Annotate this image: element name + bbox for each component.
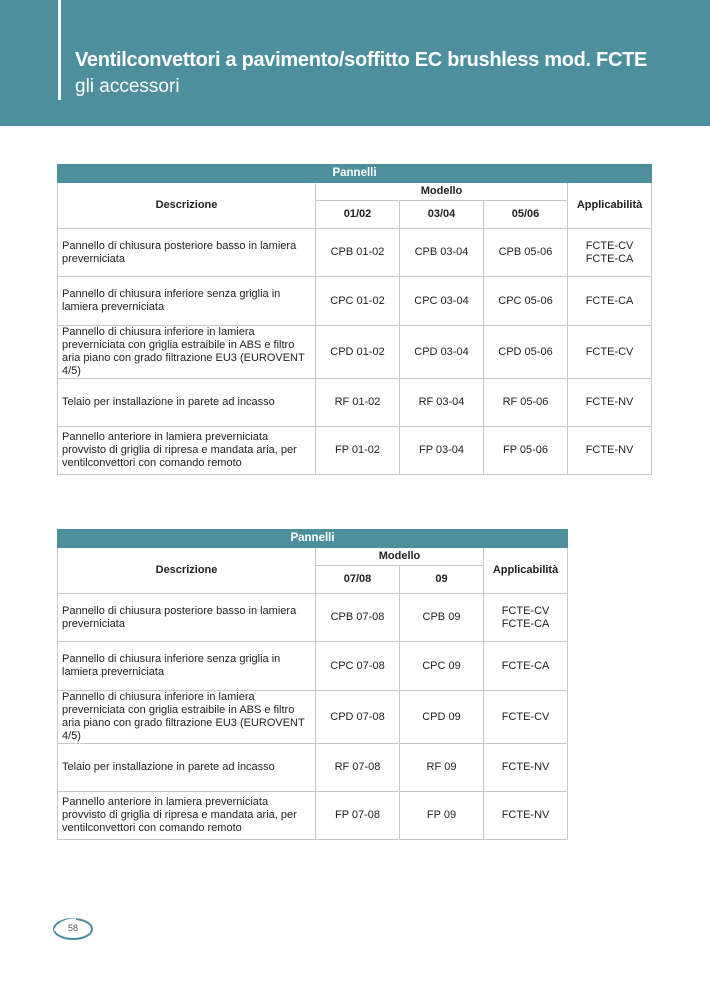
table-row (58, 594, 568, 642)
model-code: FP 09 (400, 792, 484, 840)
table-row (58, 277, 652, 326)
model-code: CPC 01-02 (316, 277, 400, 326)
model-code: FP 03-04 (400, 427, 484, 475)
table-row (58, 792, 568, 840)
accessories-table-1 (57, 164, 652, 475)
page-number-text: 58 (67, 923, 78, 933)
row-description: Pannello di chiusura posteriore basso in lamiera preverniciata (58, 229, 316, 277)
model-code: CPB 01-02 (316, 229, 400, 277)
applicability-value: FCTE-NV (568, 379, 652, 427)
page-header (0, 0, 710, 126)
model-code: CPC 03-04 (400, 277, 484, 326)
model-code: RF 07-08 (316, 744, 400, 792)
model-code: CPB 09 (400, 594, 484, 642)
model-code: RF 01-02 (316, 379, 400, 427)
row-description: Pannello di chiusura posteriore basso in lamiera preverniciata (58, 594, 316, 642)
accessories-table-2 (57, 529, 568, 840)
model-header: Modello (316, 548, 484, 566)
applicability-value: FCTE-CA (484, 642, 568, 691)
applicability-value: FCTE-NV (484, 744, 568, 792)
row-description: Pannello di chiusura inferiore in lamiera preverniciata con griglia estraibile in ABS e filtro aria piano con grado filtrazione EU3 (EUROVENT 4/5) (58, 326, 316, 379)
row-description: Telaio per installazione in parete ad incasso (58, 744, 316, 792)
row-description: Pannello anteriore in lamiera preverniciata provvisto di griglia di ripresa e mandata aria, per ventilconvettori con comando remoto (58, 427, 316, 475)
model-code: CPC 05-06 (484, 277, 568, 326)
table-row (58, 642, 568, 691)
applicability-value: FCTE-CA (568, 277, 652, 326)
row-description: Pannello di chiusura inferiore senza griglia in lamiera preverniciata (58, 642, 316, 691)
model-code: FP 01-02 (316, 427, 400, 475)
row-description: Pannello anteriore in lamiera preverniciata provvisto di griglia di ripresa e mandata aria, per ventilconvettori con comando remoto (58, 792, 316, 840)
applicability-value: FCTE-CV (501, 604, 550, 617)
table-row (58, 379, 652, 427)
applicability-header: Applicabilità (484, 548, 568, 594)
model-code: CPB 03-04 (400, 229, 484, 277)
applicability-value: FCTE-NV (568, 427, 652, 475)
table-row (58, 229, 652, 277)
table-row (58, 691, 568, 744)
page-subtitle: gli accessori (75, 76, 180, 97)
model-code: CPD 01-02 (316, 326, 400, 379)
model-code: RF 09 (400, 744, 484, 792)
model-code: CPB 07-08 (316, 594, 400, 642)
model-code: CPD 07-08 (316, 691, 400, 744)
description-header: Descrizione (58, 183, 316, 229)
model-code: RF 03-04 (400, 379, 484, 427)
model-code: RF 05-06 (484, 379, 568, 427)
applicability-value: FCTE-NV (484, 792, 568, 840)
model-code: CPD 09 (400, 691, 484, 744)
model-header: Modello (316, 183, 568, 201)
applicability-cell (484, 594, 568, 642)
applicability-value: FCTE-CV (568, 326, 652, 379)
model-col-header: 01/02 (316, 201, 400, 229)
table-row (58, 744, 568, 792)
model-col-header: 05/06 (484, 201, 568, 229)
model-col-header: 07/08 (316, 566, 400, 594)
model-code: FP 05-06 (484, 427, 568, 475)
applicability-value: FCTE-CV (484, 691, 568, 744)
model-code: CPD 05-06 (484, 326, 568, 379)
row-description: Pannello di chiusura inferiore senza griglia in lamiera preverniciata (58, 277, 316, 326)
model-col-header: 03/04 (400, 201, 484, 229)
applicability-value: FCTE-CA (501, 617, 550, 630)
model-code: CPD 03-04 (400, 326, 484, 379)
model-code: CPC 07-08 (316, 642, 400, 691)
table-row (58, 427, 652, 475)
applicability-value: FCTE-CV (585, 239, 634, 252)
row-description: Pannello di chiusura inferiore in lamiera preverniciata con griglia estraibile in ABS e filtro aria piano con grado filtrazione EU3 (EUROVENT 4/5) (58, 691, 316, 744)
row-description: Telaio per installazione in parete ad incasso (58, 379, 316, 427)
model-code: CPB 05-06 (484, 229, 568, 277)
table-row (58, 326, 652, 379)
header-rule (58, 0, 61, 100)
model-code: CPC 09 (400, 642, 484, 691)
description-header: Descrizione (58, 548, 316, 594)
table-title: Pannelli (58, 165, 652, 183)
page-title: Ventilconvettori a pavimento/soffitto EC brushless mod. FCTE (75, 49, 648, 71)
applicability-value: FCTE-CA (585, 252, 634, 265)
applicability-header: Applicabilità (568, 183, 652, 229)
model-code: FP 07-08 (316, 792, 400, 840)
page-number (52, 917, 94, 941)
applicability-cell (568, 229, 652, 277)
model-col-header: 09 (400, 566, 484, 594)
table-title: Pannelli (58, 530, 568, 548)
